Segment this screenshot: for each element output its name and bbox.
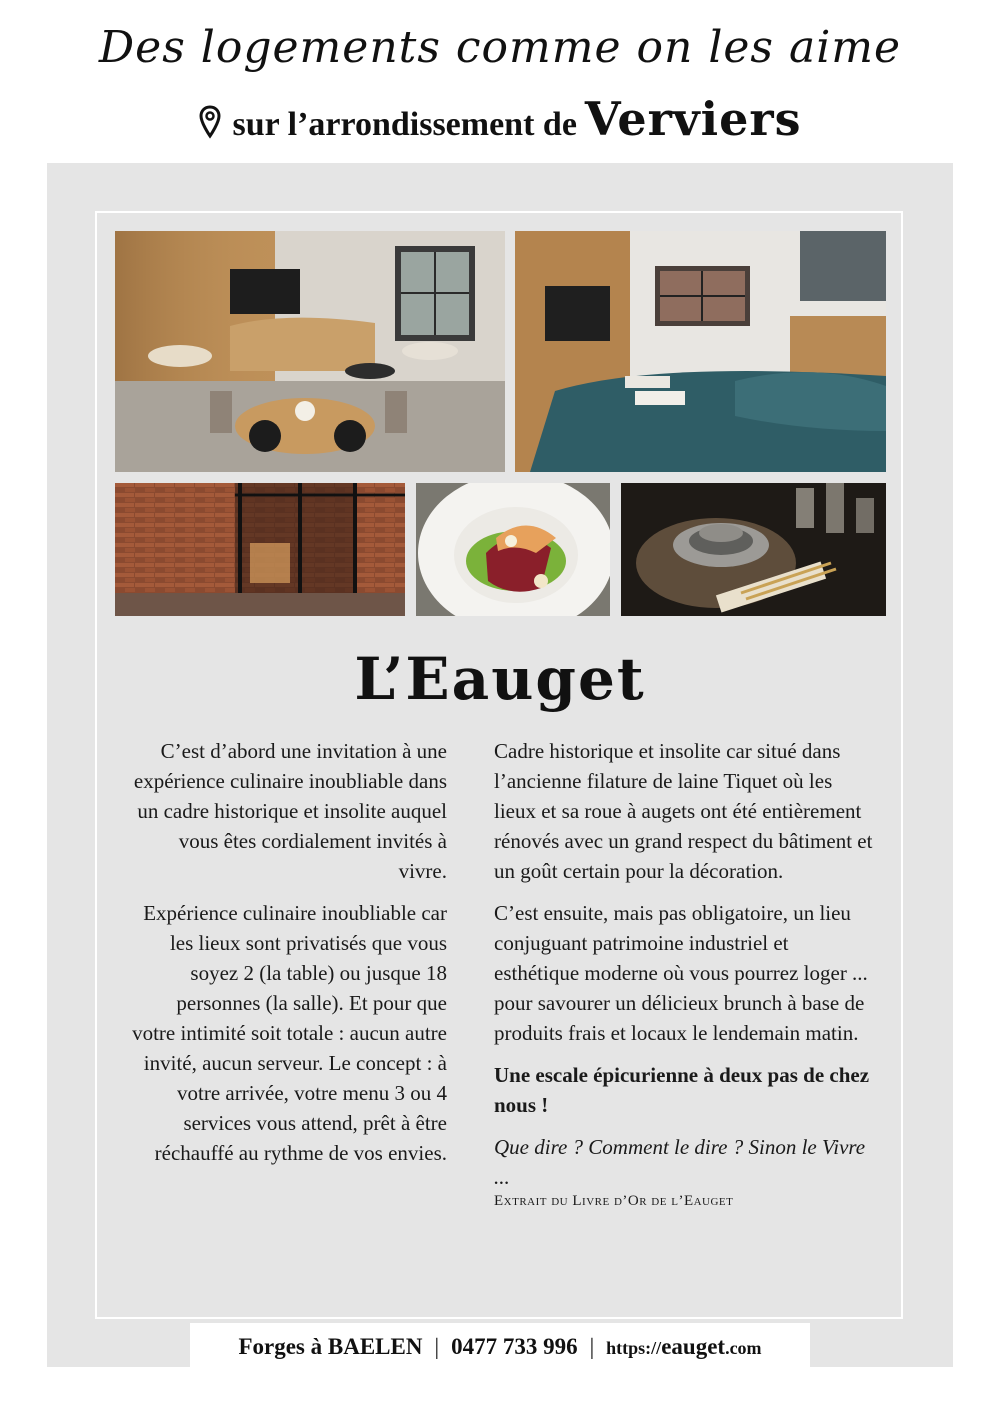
footer-website-link[interactable] [606, 1334, 761, 1359]
location-heading [0, 92, 1000, 148]
right-column [494, 736, 874, 1210]
highlight-text: Une escale épicurienne à deux pas de chez nous ! [494, 1063, 870, 1117]
footer-separator: | [434, 1334, 440, 1359]
left-paragraph-2: Expérience culinaire inoubliable car les lieux sont privatisés que vous soyez 2 (la table) ou jusque 18 personnes (la salle). Et pour que votre intimité soit totale : aucun autre invité, aucun serveur. Le concept : à votre arrivée, votre menu 3 ou 4 services vous attend, prêt à être réchauffé au rythme de vos envies. [132, 901, 447, 1165]
table-setting-photo [621, 483, 886, 616]
quote-source: Extrait du Livre d’Or de l’Eauget [494, 1193, 734, 1209]
left-column [130, 736, 447, 1180]
bedroom-photo [515, 231, 886, 472]
map-pin-icon [199, 105, 221, 148]
left-paragraph-1: C’est d’abord une invitation à une expérience culinaire inoubliable dans un cadre historique et insolite auquel vous êtes cordialement invités à vivre. [133, 739, 447, 883]
tagline: Des logements comme on les aime [98, 22, 902, 73]
url-domain: eauget [661, 1334, 726, 1359]
venue-title: L’Eauget [354, 645, 646, 713]
footer-phone[interactable]: 0477 733 996 [451, 1334, 578, 1359]
url-suffix: .com [725, 1338, 762, 1358]
footer-separator: | [589, 1334, 595, 1359]
guestbook-quote: Que dire ? Comment le dire ? Sinon le Vivre ... [494, 1135, 866, 1189]
right-paragraph-1: Cadre historique et insolite car situé dans l’ancienne filature de laine Tiquet où les lieux et sa roue à augets ont été entièrement rénovés avec un grand respect du bâtiment et un goût certain pour la décoration. [494, 739, 873, 883]
brick-interior-photo [115, 483, 405, 616]
contact-footer [190, 1323, 810, 1367]
right-paragraph-2: C’est ensuite, mais pas obligatoire, un lieu conjuguant patrimoine industriel et esthétique moderne où vous pourrez loger ... pour savourer un délicieux brunch à base de produits frais et locaux le lendemain matin. [494, 901, 868, 1045]
dining-room-photo [115, 231, 505, 472]
plated-dish-photo [416, 483, 610, 616]
location-prefix: sur l’arrondissement de [232, 106, 577, 143]
url-prefix: https:// [606, 1338, 662, 1358]
footer-location: Forges à BAELEN [238, 1334, 423, 1359]
city-name: Verviers [584, 92, 802, 146]
